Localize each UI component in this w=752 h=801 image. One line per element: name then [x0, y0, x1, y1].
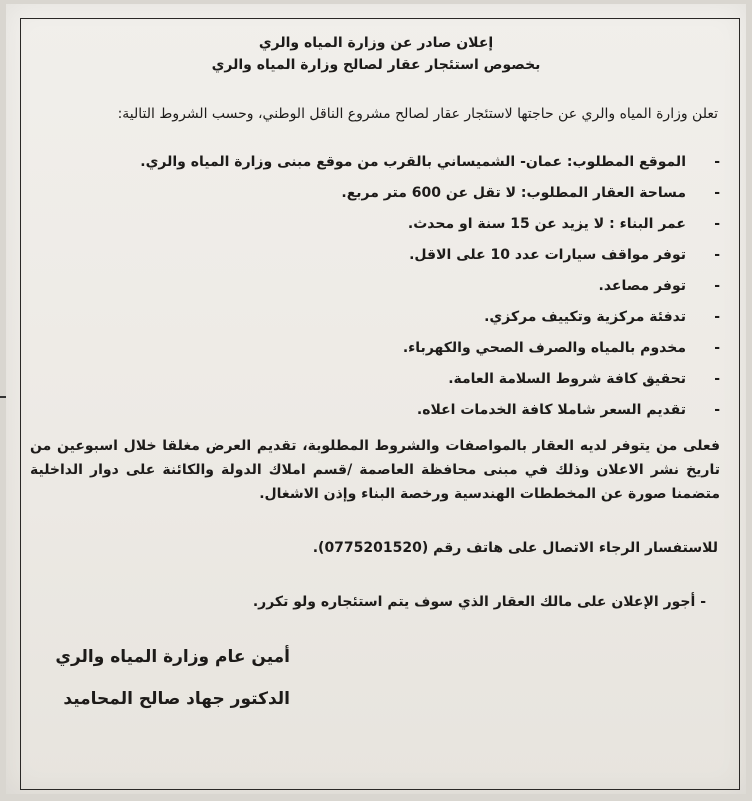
condition-text: تقديم السعر شاملا كافة الخدمات اعلاه.	[416, 402, 686, 418]
list-marker: -	[714, 309, 720, 325]
announcement-header	[0, 32, 752, 76]
condition-item	[30, 214, 720, 245]
signatory-name: الدكتور جهاد صالح المحاميد	[63, 689, 290, 709]
list-marker: -	[714, 278, 720, 294]
condition-item	[30, 307, 720, 338]
condition-text: توفر مصاعد.	[598, 278, 686, 294]
condition-text: تحقيق كافة شروط السلامة العامة.	[448, 371, 686, 387]
announcement-title: إعلان صادر عن وزارة المياه والري	[258, 35, 494, 51]
list-marker: -	[714, 247, 720, 263]
condition-text: توفر مواقف سيارات عدد 10 على الاقل.	[409, 247, 686, 263]
condition-item	[30, 152, 720, 183]
condition-text: تدفئة مركزية وتكييف مركزي.	[484, 309, 686, 325]
condition-text: الموقع المطلوب: عمان- الشميساني بالقرب من موقع مبنى وزارة المياه والري.	[140, 154, 686, 170]
list-marker: -	[700, 594, 706, 610]
inquiry-line: للاستفسار الرجاء الاتصال على هاتف رقم (0775201520).	[312, 540, 718, 556]
offer-paragraph: فعلى من يتوفر لديه العقار بالمواصفات والشروط المطلوبة، تقديم العرض مغلقا خلال اسبوعين من تاريخ نشر الاعلان وذلك في مبنى محافظة العاصمة /قسم املاك الدولة والكائنة على دوار الداخلية متضمنا صورة عن المخططات الهندسية ورخصة البناء وإذن الاشغال.	[30, 438, 720, 502]
list-marker: -	[714, 185, 720, 201]
fee-note	[30, 590, 706, 614]
margin-mark	[0, 396, 6, 398]
list-marker: -	[714, 371, 720, 387]
fee-note-text: أجور الإعلان على مالك العقار الذي سوف يتم استئجاره ولو تكرر.	[252, 594, 696, 610]
condition-item	[30, 369, 720, 400]
condition-item	[30, 183, 720, 214]
list-marker: -	[714, 154, 720, 170]
condition-text: مخدوم بالمياه والصرف الصحي والكهرباء.	[402, 340, 686, 356]
condition-item	[30, 338, 720, 369]
condition-text: عمر البناء : لا يزيد عن 15 سنة او محدث.	[407, 216, 686, 232]
announcement-subject: بخصوص استئجار عقار لصالح وزارة المياه والري	[211, 57, 541, 73]
signatory-title: أمين عام وزارة المياه والري	[55, 647, 290, 667]
condition-item	[30, 276, 720, 307]
list-marker: -	[714, 402, 720, 418]
intro-paragraph: تعلن وزارة المياه والري عن حاجتها لاستئجار عقار لصالح مشروع الناقل الوطني، وحسب الشروط التالية:	[117, 106, 718, 122]
condition-item	[30, 400, 720, 431]
conditions-list	[30, 152, 720, 431]
list-marker: -	[714, 216, 720, 232]
condition-item	[30, 245, 720, 276]
condition-text: مساحة العقار المطلوب: لا تقل عن 600 متر مربع.	[341, 185, 686, 201]
list-marker: -	[714, 340, 720, 356]
